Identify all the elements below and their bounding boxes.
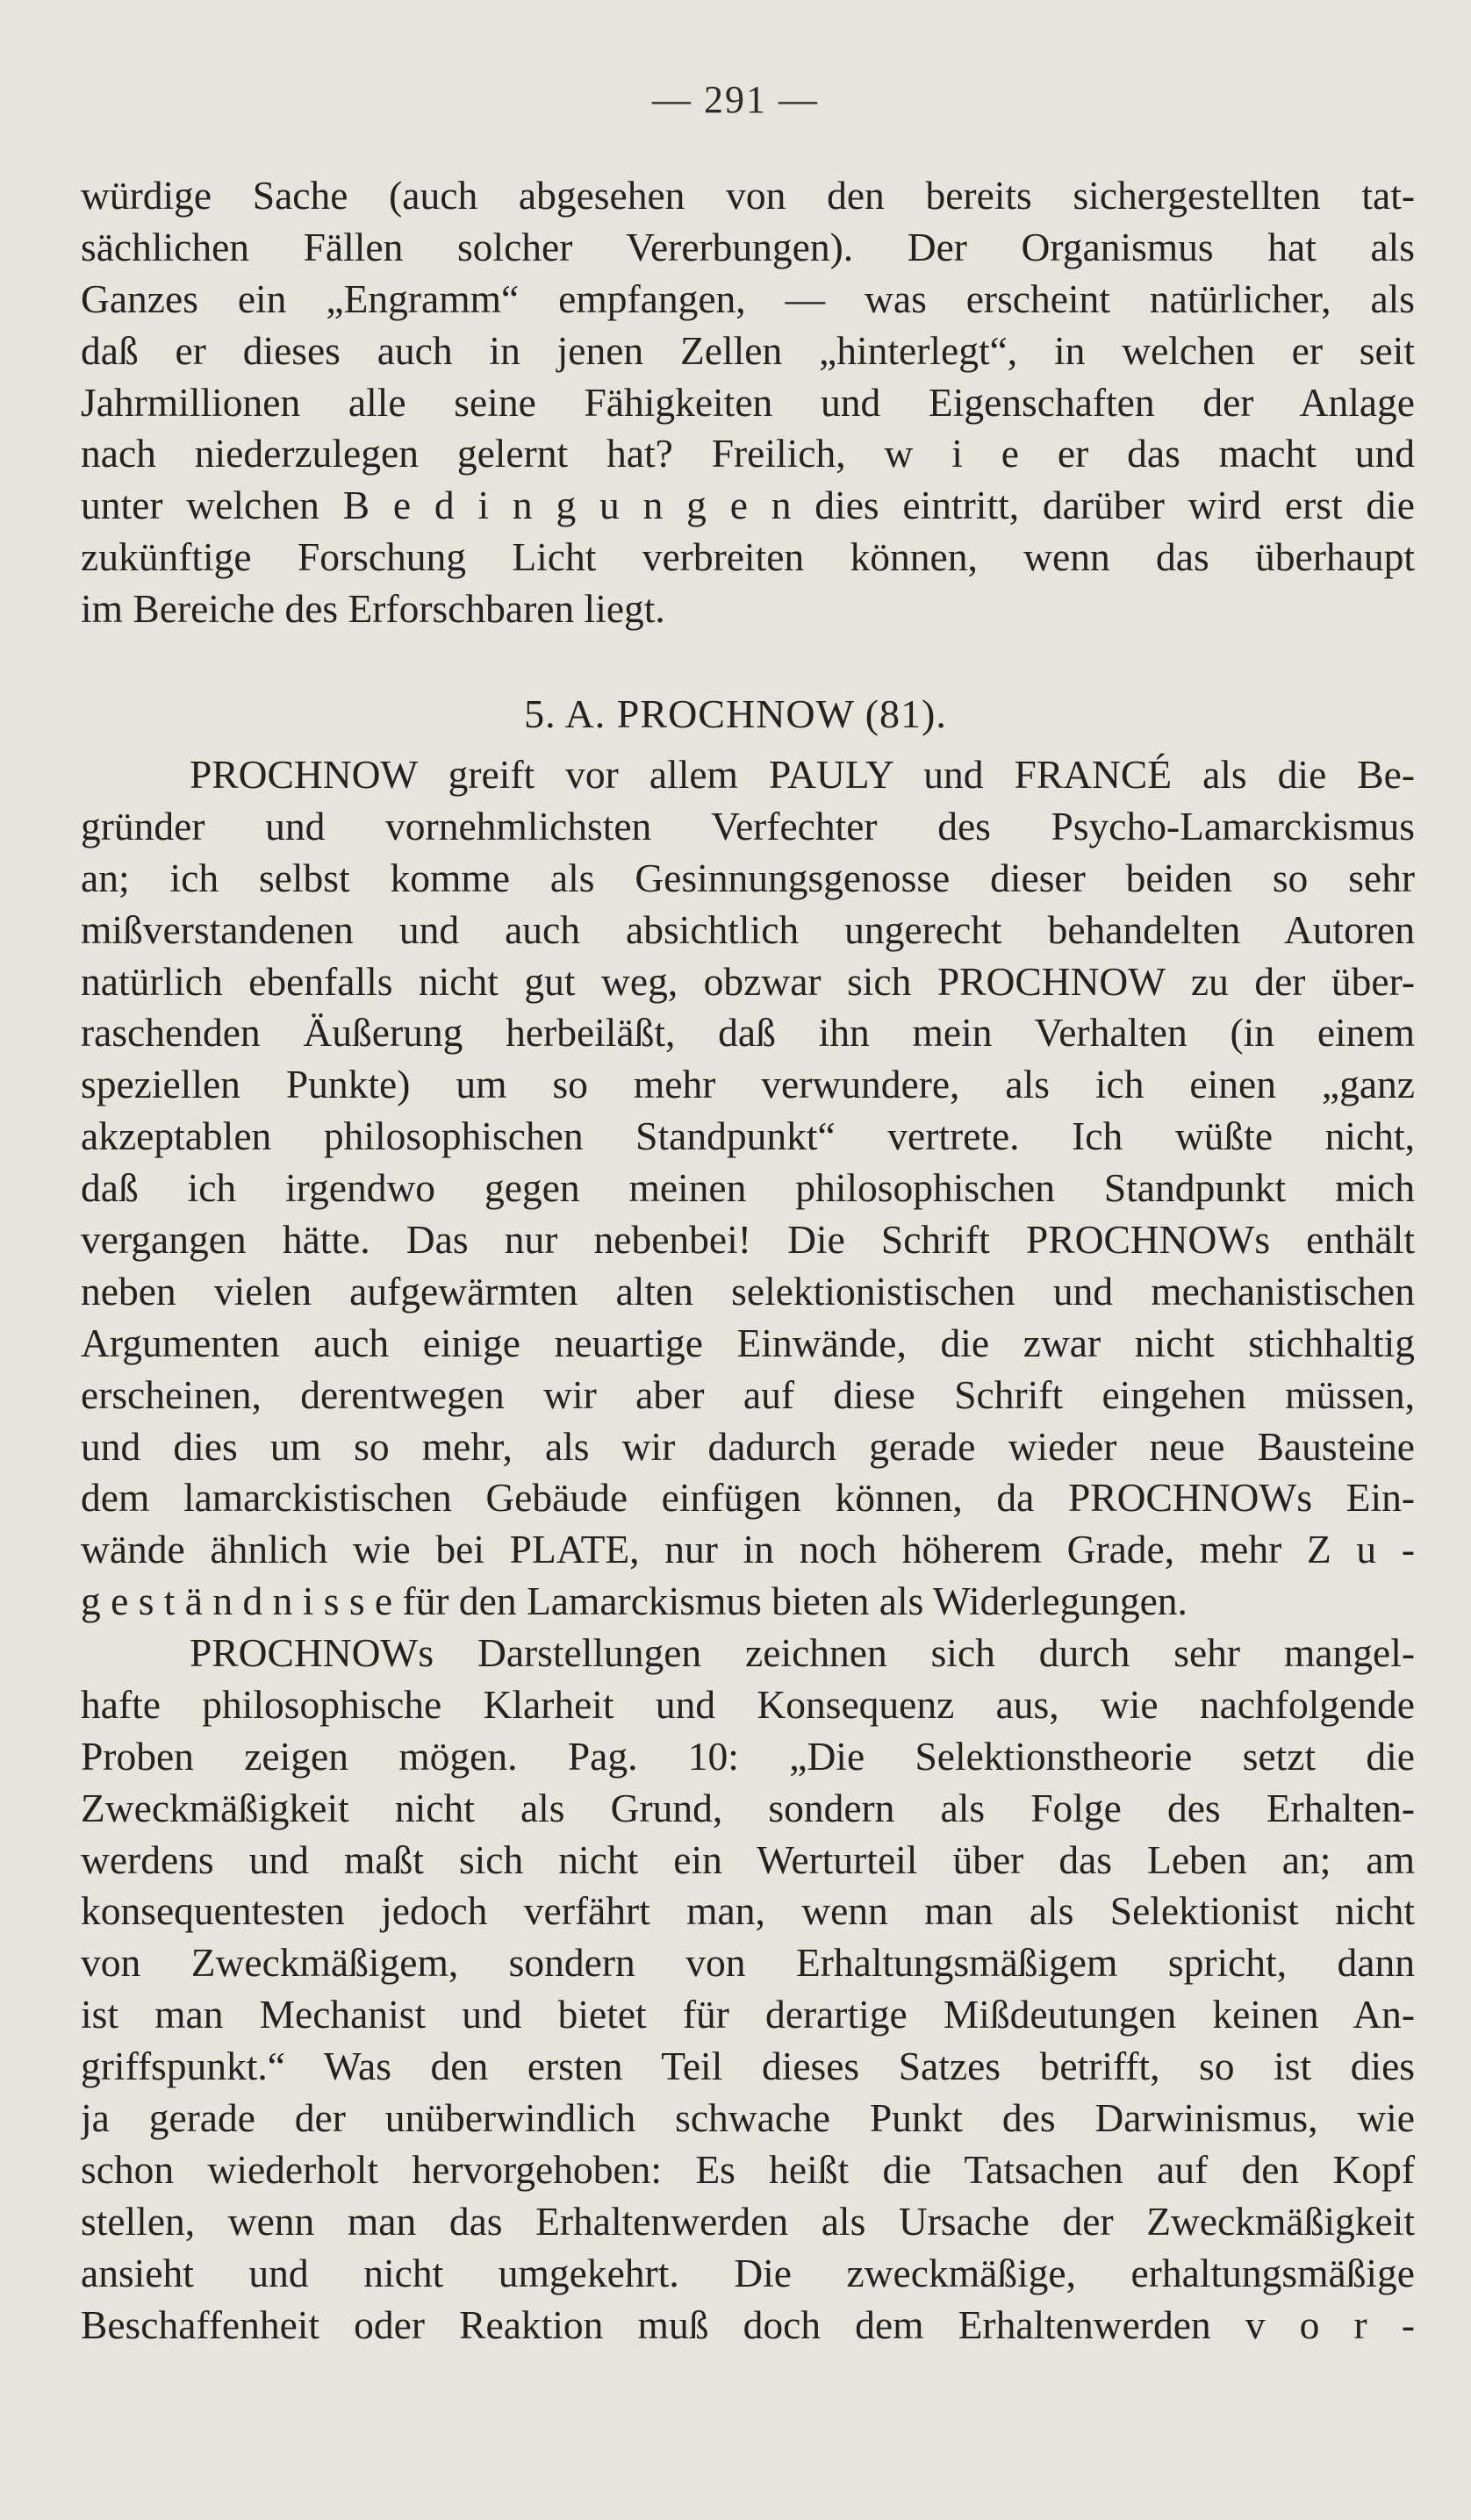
text-line: PROCHNOW greift vor allem PAULY und FRANCÉ als die Be- (190, 752, 1415, 797)
text-line: neben vielen aufgewärmten alten selektionistischen und mechanistischen (81, 1268, 1415, 1314)
text-line: konsequentesten jedoch verfährt man, wenn man als Selektionist nicht (81, 1888, 1415, 1934)
page-number: — 291 — (652, 78, 819, 121)
text-line: akzeptablen philosophischen Standpunkt“ vertrete. Ich wüßte nicht, (81, 1113, 1415, 1159)
text-line: ja gerade der unüberwindlich schwache Punkt des Darwinismus, wie (81, 2095, 1415, 2141)
text-line: von Zweckmäßigem, sondern von Erhaltungsmäßigem spricht, dann (81, 1940, 1415, 1986)
text-line: raschenden Äußerung herbeiläßt, daß ihn mein Verhalten (in einem (81, 1010, 1415, 1056)
text-line: Proben zeigen mögen. Pag. 10: „Die Selektionstheorie setzt die (81, 1733, 1415, 1779)
text-line: stellen, wenn man das Erhaltenwerden als Ursache der Zweckmäßigkeit (81, 2198, 1415, 2244)
text-line: PROCHNOWs Darstellungen zeichnen sich durch sehr mangel- (190, 1630, 1415, 1675)
text-line: Ganzes ein „Engramm“ empfangen, — was erscheint natürlicher, als (81, 276, 1415, 321)
text-line: natürlich ebenfalls nicht gut weg, obzwar sich PROCHNOW zu der über- (81, 958, 1415, 1004)
text-line: an; ich selbst komme als Gesinnungsgenosse dieser beiden so sehr (81, 855, 1415, 900)
text-line: im Bereiche des Erforschbaren liegt. (81, 586, 665, 632)
text-line: ansieht und nicht umgekehrt. Die zweckmäßige, erhaltungsmäßige (81, 2250, 1415, 2295)
text-line: daß er dieses auch in jenen Zellen „hinterlegt“, in welchen er seit (81, 327, 1415, 373)
text-line: sächlichen Fällen solcher Vererbungen). Der Organismus hat als (81, 224, 1415, 269)
text-line: würdige Sache (auch abgesehen von den bereits sichergestellten tat- (81, 173, 1415, 218)
section-heading: 5. A. PROCHNOW (81). (524, 691, 947, 736)
text-line: Argumenten auch einige neuartige Einwände, die zwar nicht stichhaltig (81, 1320, 1415, 1365)
text-line: dem lamarckistischen Gebäude einfügen können, da PROCHNOWs Ein- (81, 1475, 1415, 1521)
text-line: gründer und vornehmlichsten Verfechter des Psycho-Lamarckismus (81, 803, 1415, 848)
text-line: vergangen hätte. Das nur nebenbei! Die Schrift PROCHNOWs enthält (81, 1217, 1415, 1263)
text-line: Zweckmäßigkeit nicht als Grund, sondern als Folge des Erhalten- (81, 1785, 1415, 1830)
text-line: griffspunkt.“ Was den ersten Teil dieses Satzes betrifft, so ist dies (81, 2044, 1415, 2089)
text-line: werdens und maßt sich nicht ein Werturteil über das Leben an; am (81, 1836, 1415, 1882)
text-line: schon wiederholt hervorgehoben: Es heißt die Tatsachen auf den Kopf (81, 2146, 1415, 2192)
text-line: zukünftige Forschung Licht verbreiten können, wenn das überhaupt (81, 534, 1415, 580)
text-line: Beschaffenheit oder Reaktion muß doch dem Erhaltenwerden v o r - (81, 2302, 1415, 2347)
text-line: speziellen Punkte) um so mehr verwundere, als ich einen „ganz (81, 1062, 1415, 1107)
paragraph-2 (81, 749, 1415, 1628)
paragraph-3 (81, 1628, 1415, 2351)
text-line: hafte philosophische Klarheit und Konsequenz aus, wie nachfolgende (81, 1681, 1415, 1727)
paragraph-1 (81, 170, 1415, 635)
text-line: erscheinen, derentwegen wir aber auf diese Schrift eingehen müssen, (81, 1371, 1415, 1417)
text-line: g e s t ä n d n i s s e für den Lamarckismus bieten als Widerlegungen. (81, 1579, 1188, 1624)
text-line: ist man Mechanist und bietet für derartige Mißdeutungen keinen An- (81, 1992, 1415, 2037)
text-line: nach niederzulegen gelernt hat? Freilich, w i e er das macht und (81, 431, 1415, 476)
text-line: Jahrmillionen alle seine Fähigkeiten und Eigenschaften der Anlage (81, 379, 1415, 425)
text-line: mißverstandenen und auch absichtlich ungerecht behandelten Autoren (81, 906, 1415, 952)
text-line: und dies um so mehr, als wir dadurch gerade wieder neue Bausteine (81, 1423, 1415, 1469)
text-line: wände ähnlich wie bei PLATE, nur in noch höherem Grade, mehr Z u - (81, 1527, 1415, 1572)
text-line: daß ich irgendwo gegen meinen philosophischen Standpunkt mich (81, 1165, 1415, 1211)
text-line: unter welchen B e d i n g u n g e n dies eintritt, darüber wird erst die (81, 483, 1415, 528)
